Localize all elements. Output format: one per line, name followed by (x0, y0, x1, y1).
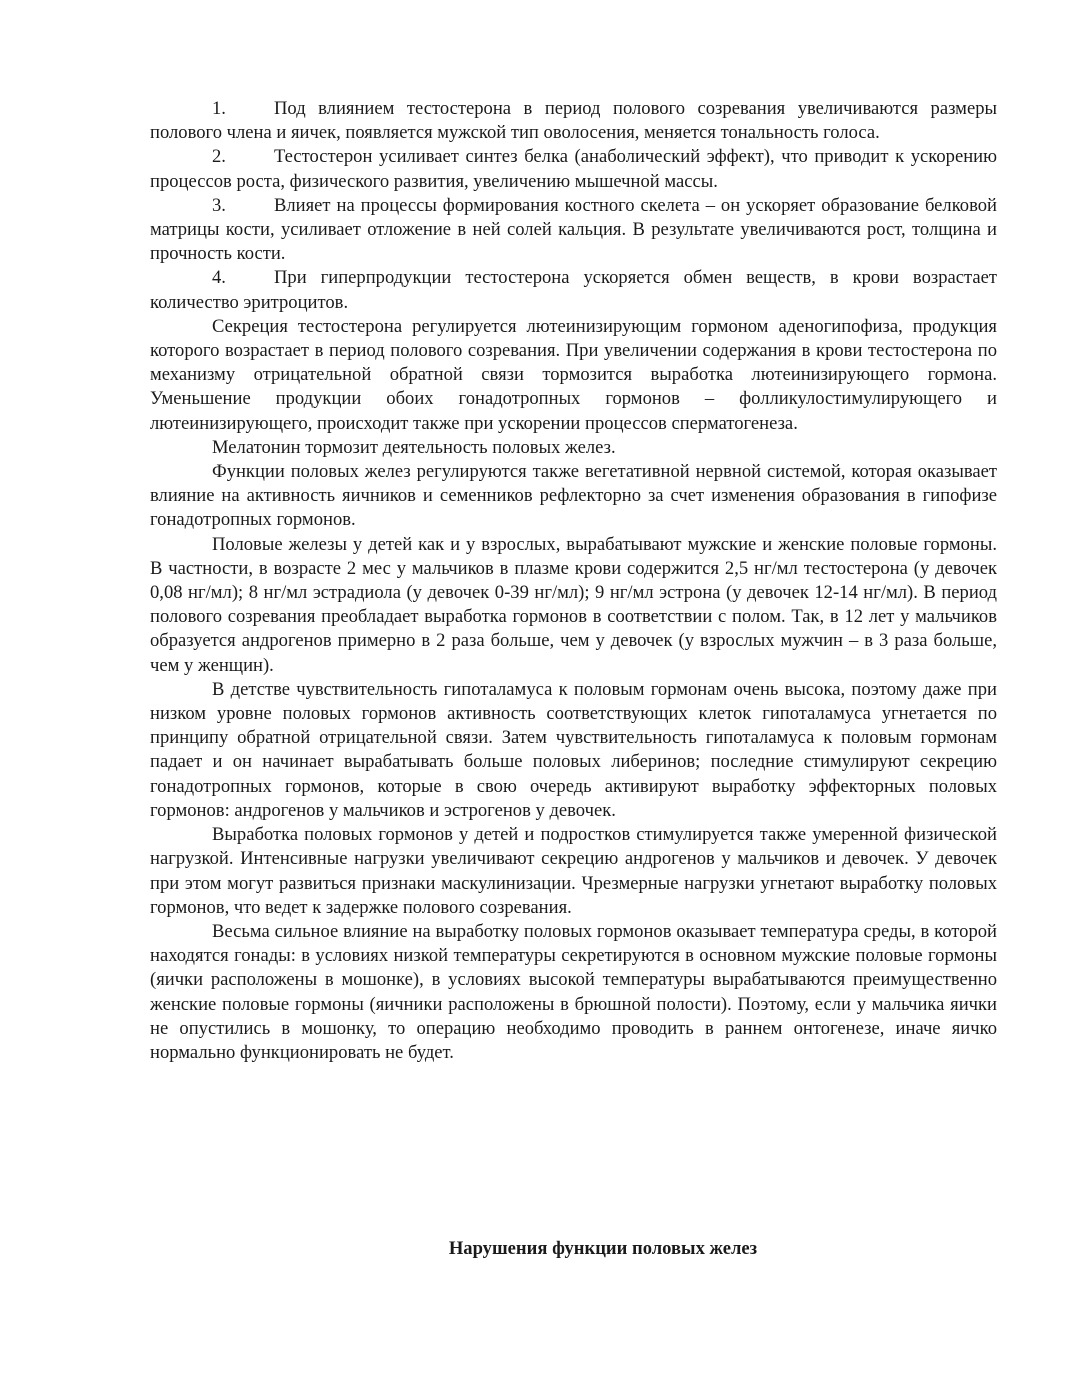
list-item-1 (150, 97, 997, 145)
paragraph-melatonin: Мелатонин тормозит деятельность половых желез. (212, 436, 616, 458)
paragraph-hypothalamus: В детстве чувствительность гипоталамуса к половым гормонам очень высока, поэтому даже при низком уровне половых гормонов активность соответствующих клеток гипоталамуса угнетается по принципу обратной отрицательной связи. Затем чувствительность гипоталамуса к половым гормонам падает и он начинает вырабатывать больше половых либеринов; последние стимулируют секрецию гонадотропных гормонов, которые в свою очередь активируют выработку эффекторных половых гормонов: андрогенов у мальчиков и эстрогенов у девочек. (150, 678, 997, 821)
section-heading: Нарушения функции половых желез (448, 1238, 758, 1259)
paragraph-hormone-levels: Половые железы у детей как и у взрослых, вырабатывают мужские и женские половые гормоны. В частности, в возрасте 2 мес у мальчиков в плазме крови содержится 2,5 нг/мл тестостерона (у девочек 0,08 нг/мл); 8 нг/мл эстрадиола (у девочек 0-39 нг/мл); 9 нг/мл эстрона (у девочек 12-14 нг/мл). В период полового созревания преобладает выработка гормонов в соответствии с полом. Так, в 12 лет у мальчиков образуется андрогенов примерно в 2 раза больше, чем у девочек (у взрослых мужчин – в 3 раза больше, чем у женщин). (150, 533, 997, 676)
list-text: Тестостерон усиливает синтез белка (анаболический эффект), что приводит к ускорению процессов роста, физического развития, увеличению мышечной массы. (150, 146, 997, 192)
paragraph-secretion-regulation: Секреция тестостерона регулируется лютеинизирующим гормоном аденогипофиза, продукция которого возрастает в период полового созревания. При увеличении содержания в крови тестостерона по механизму отрицательной обратной связи тормозится выработка лютеинизирующего гормона. Уменьшение продукции обоих гонадотропных гормонов – фолликулостимулирующего и лютеинизирующего, происходит также при ускорении процессов сперматогенеза. (150, 315, 997, 434)
list-text: Влияет на процессы формирования костного скелета – он ускоряет образование белковой матрицы кости, усиливает отложение в ней солей кальция. В результате увеличиваются рост, толщина и прочность кости. (150, 194, 997, 265)
list-item-3 (150, 194, 997, 267)
paragraph-nervous-system: Функции половых желез регулируются также вегетативной нервной системой, которая оказывает влияние на активность яичников и семенников рефлекторно за счет изменения образования в гипофизе гонадотропных гормонов. (150, 461, 997, 531)
paragraph-physical-load: Выработка половых гормонов у детей и подростков стимулируется также умеренной физической нагрузкой. Интенсивные нагрузки увеличивают секрецию андрогенов у мальчиков и девочек. У девочек при этом могут развиться признаки маскулинизации. Чрезмерные нагрузки угнетают выработку половых гормонов, что ведет к задержке полового созревания. (150, 824, 997, 918)
list-text: При гиперпродукции тестостерона ускоряется обмен веществ, в крови возрастает количество эритроцитов. (150, 267, 997, 313)
list-number: 4. (212, 267, 226, 289)
list-item-2 (150, 145, 997, 193)
list-number: 1. (212, 98, 226, 119)
list-number: 2. (212, 146, 226, 168)
list-text: Под влиянием тестостерона в период полового созревания увеличиваются размеры полового члена и яичек, появляется мужской тип оволосения, меняется тональность голоса. (150, 98, 997, 144)
paragraph-temperature: Весьма сильное влияние на выработку половых гормонов оказывает температура среды, в которой находятся гонады: в условиях низкой температуры секретируются в основном мужские половые гормоны (яички расположены в мошонке), в условиях высокой температуры вырабатываются преимущественно женские половые гормоны (яичники расположены в брюшной полости). Поэтому, если у мальчика яички не опустились в мошонку, то операцию необходимо проводить в раннем онтогенезе, иначе яичко нормально функционировать не будет. (150, 920, 997, 1063)
document-body (150, 97, 997, 1065)
list-item-4 (150, 266, 997, 314)
list-number: 3. (212, 194, 226, 216)
